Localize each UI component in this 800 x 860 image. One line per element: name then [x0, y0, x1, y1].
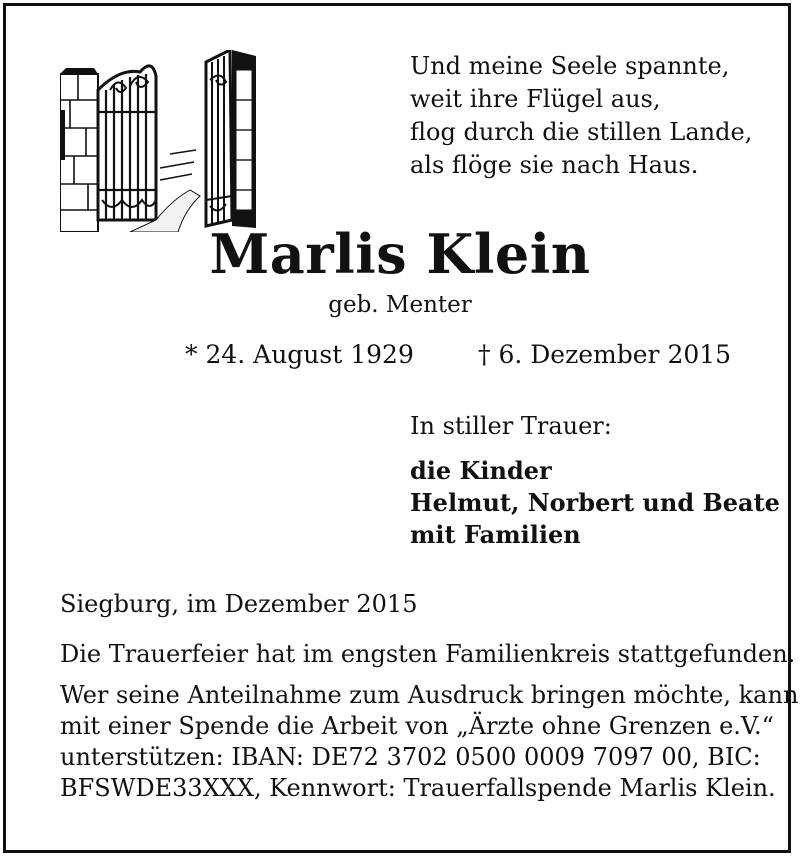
poem	[410, 50, 752, 182]
donation-line: unterstützen: IBAN: DE72 3702 0500 0009 7097 00, BIC:	[60, 743, 761, 771]
funeral-note: Die Trauerfeier hat im engsten Familienkreis stattgefunden.	[60, 640, 796, 668]
poem-line: weit ihre Flügel aus,	[410, 85, 661, 113]
mourner-line: mit Familien	[410, 520, 581, 549]
donation-line: BFSWDE33XXX, Kennwort: Trauerfallspende Marlis Klein.	[60, 774, 776, 802]
poem-line: Und meine Seele spannte,	[410, 52, 730, 80]
donation-note	[60, 680, 798, 804]
donation-line: Wer seine Anteilnahme zum Ausdruck bringen möchte, kann	[60, 681, 799, 709]
place-date: Siegburg, im Dezember 2015	[60, 590, 418, 618]
deceased-name: Marlis Klein	[209, 222, 591, 286]
poem-line: flog durch die stillen Lande,	[410, 118, 753, 146]
mourner-line: Helmut, Norbert und Beate	[410, 488, 780, 517]
birth-name: geb. Menter	[328, 292, 472, 318]
donation-line: mit einer Spende die Arbeit von „Ärzte ohne Grenzen e.V.“	[60, 712, 774, 740]
mourners	[410, 455, 780, 551]
mourner-line: die Kinder	[410, 456, 552, 485]
mourning-intro: In stiller Trauer:	[410, 412, 612, 440]
poem-line: als flöge sie nach Haus.	[410, 151, 699, 179]
birth-date: * 24. August 1929	[185, 340, 414, 369]
open-gate-icon	[60, 50, 260, 232]
death-date: † 6. Dezember 2015	[478, 340, 732, 369]
